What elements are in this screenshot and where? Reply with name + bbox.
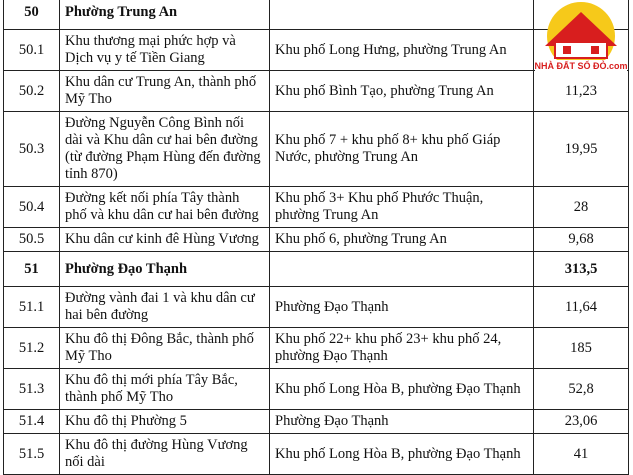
project-area: 52,8 [534,369,629,410]
logo-text: NHÀ ĐẤT SỔ ĐỎ.com [534,61,628,71]
row-number: 51.1 [4,287,60,328]
row-number: 50.3 [4,112,60,187]
project-area: 11,64 [534,287,629,328]
row-number: 51.3 [4,369,60,410]
project-location: Khu phố Long Hưng, phường Trung An [270,30,534,71]
project-name: Khu đô thị mới phía Tây Bắc, thành phố Mỹ Tho [60,369,270,410]
project-location: Khu phố Long Hòa B, phường Đạo Thạnh [270,369,534,410]
project-name: Khu đô thị Đông Bắc, thành phố Mỹ Tho [60,328,270,369]
row-number: 51.4 [4,410,60,434]
project-name: Khu dân cư kinh đê Hùng Vương [60,228,270,252]
project-location: Khu phố 6, phường Trung An [270,228,534,252]
project-area: 41 [534,434,629,475]
project-name: Khu đô thị Phường 5 [60,410,270,434]
project-location: Khu phố Long Hòa B, phường Đạo Thạnh [270,434,534,475]
project-name: Phường Đạo Thạnh [60,252,270,287]
project-location: Khu phố 7 + khu phố 8+ khu phố Giáp Nước, phường Trung An [270,112,534,187]
project-location: Phường Đạo Thạnh [270,410,534,434]
row-number: 50.1 [4,30,60,71]
project-row [4,287,629,328]
project-name: Đường Nguyễn Công Bình nối dài và Khu dân cư hai bên đường (từ đường Phạm Hùng đến đường tỉnh 870) [60,112,270,187]
project-location [270,252,534,287]
project-location: Khu phố 3+ Khu phố Phước Thuận, phường Trung An [270,187,534,228]
row-number: 51.5 [4,434,60,475]
row-number: 50.5 [4,228,60,252]
row-number: 50 [4,0,60,30]
project-row [4,410,629,434]
site-logo [533,2,629,74]
row-number: 50.2 [4,71,60,112]
project-name: Đường kết nối phía Tây thành phố và khu dân cư hai bên đường [60,187,270,228]
project-area: 19,95 [534,112,629,187]
project-row [4,112,629,187]
logo-house [555,42,607,58]
project-row [4,187,629,228]
project-area: 28 [534,187,629,228]
project-row [4,328,629,369]
project-area: 23,06 [534,410,629,434]
project-row [4,228,629,252]
project-name: Phường Trung An [60,0,270,30]
row-number: 51.2 [4,328,60,369]
project-row [4,71,629,112]
row-number: 50.4 [4,187,60,228]
project-name: Khu đô thị đường Hùng Vương nối dài [60,434,270,475]
project-row [4,369,629,410]
project-area: 185 [534,328,629,369]
project-location: Khu phố Bình Tạo, phường Trung An [270,71,534,112]
project-location [270,0,534,30]
row-number: 51 [4,252,60,287]
project-location: Phường Đạo Thạnh [270,287,534,328]
project-name: Khu dân cư Trung An, thành phố Mỹ Tho [60,71,270,112]
project-location: Khu phố 22+ khu phố 23+ khu phố 24, phường Đạo Thạnh [270,328,534,369]
project-row [4,434,629,475]
project-name: Khu thương mại phức hợp và Dịch vụ y tế Tiền Giang [60,30,270,71]
project-area: 9,68 [534,228,629,252]
logo-window [591,46,599,54]
logo-window [563,46,571,54]
ward-group-row [4,252,629,287]
project-name: Đường vành đai 1 và khu dân cư hai bên đường [60,287,270,328]
project-area: 313,5 [534,252,629,287]
project-area: 11,23 [534,71,629,112]
